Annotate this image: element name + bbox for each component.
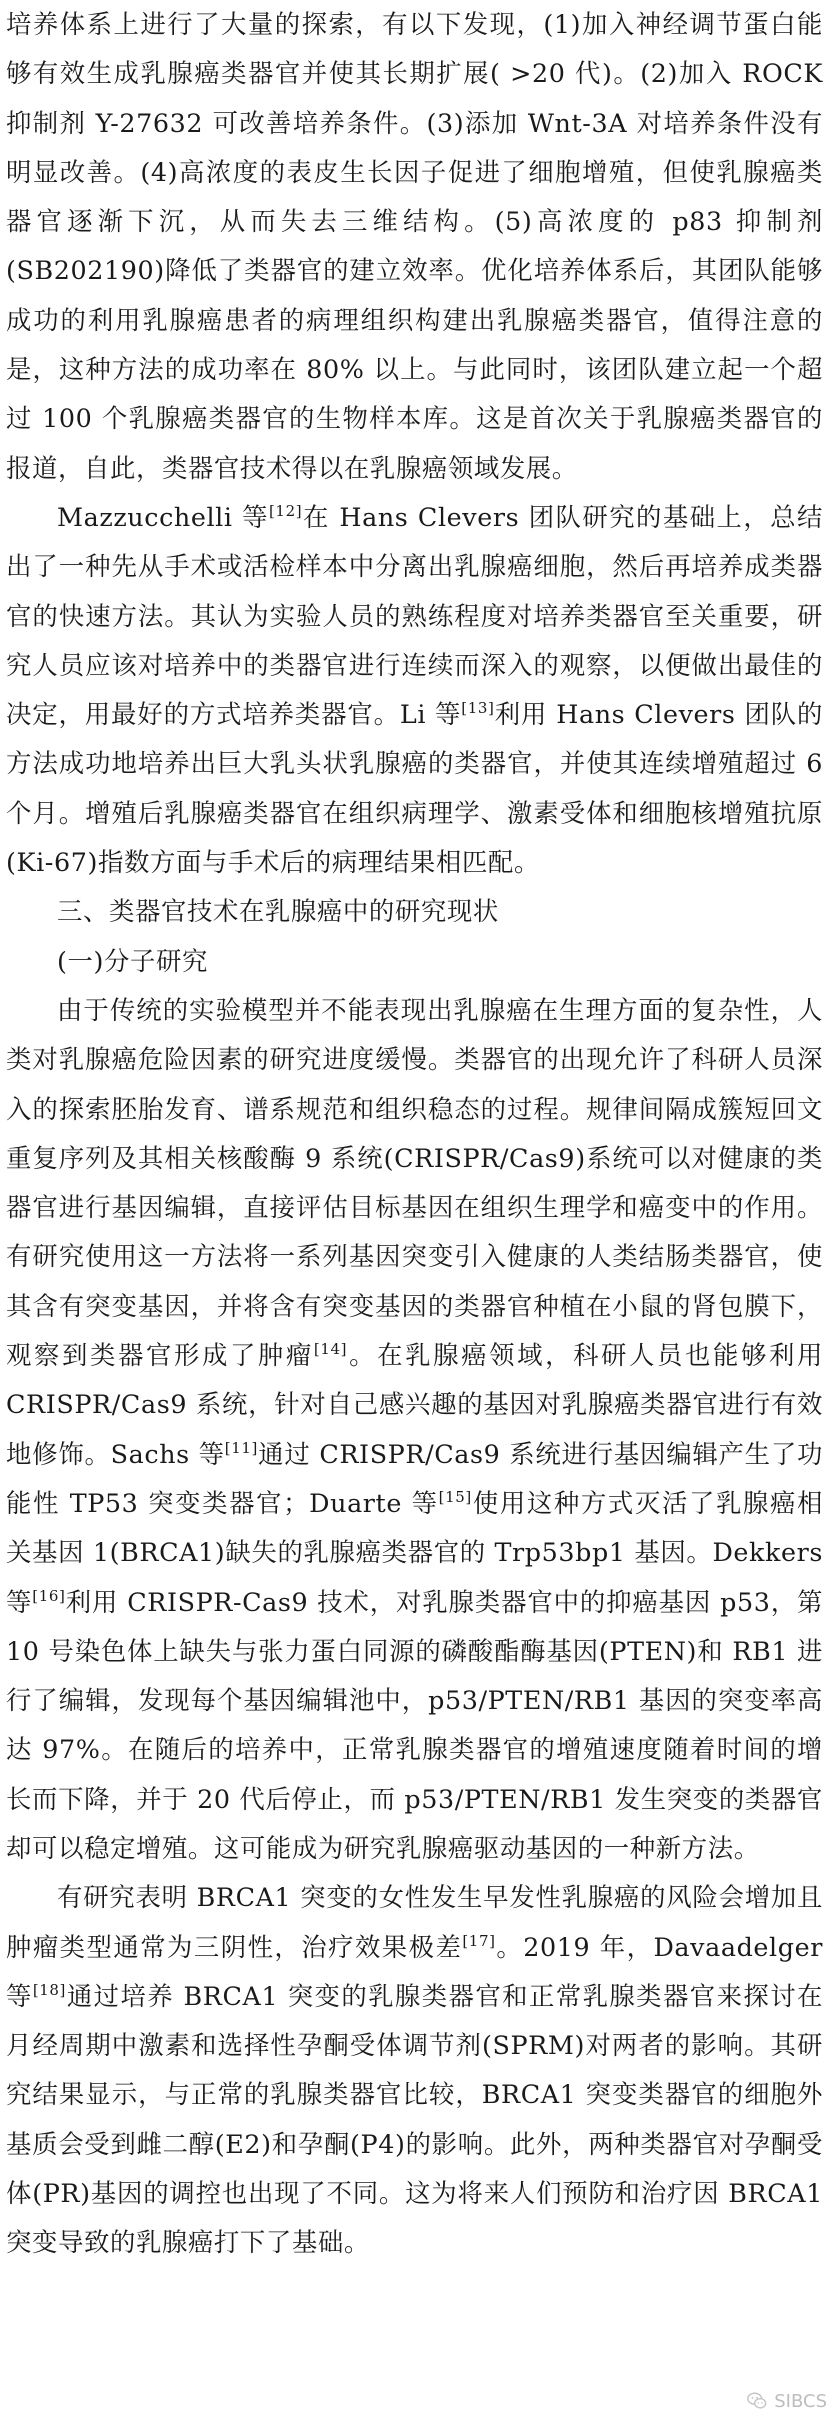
paragraph-text: 有研究表明 BRCA1 突变的女性发生早发性乳腺癌的风险会增加且肿瘤类型通常为三阴性，治疗效果极差 [6, 1882, 823, 1962]
paragraph-text: 利用 CRISPR-Cas9 技术，对乳腺类器官中的抑癌基因 p53，第 10 号染色体上缺失与张力蛋白同源的磷酸酯酶基因(PTEN)和 RB1 进行了编辑，发现每个基因编辑池中，p53/PTEN/RB1 基因的突变率高达 97%。在随后的培养中，正常乳腺类器官的增殖速度随着时间的增长而下降，并于 20 代后停止，而 p53/PTEN/RB1 发生突变的类器官却可以稳定增殖。这可能成为研究乳腺癌驱动基因的一种新方法。 [6, 1586, 823, 1863]
citation-ref: [14] [313, 1340, 348, 1359]
citation-ref: [18] [32, 1980, 67, 1999]
watermark-label: SIBCS [774, 2390, 827, 2412]
paragraph-text: 。2019 年，Davaadelger 等 [6, 1931, 823, 2011]
paragraph-text: 培养体系上进行了大量的探索，有以下发现，(1)加入神经调节蛋白能够有效生成乳腺癌类器官并使其长期扩展( >20 代)。(2)加入 ROCK 抑制剂 Y-27632 可改善培养条件。(3)添加 Wnt-3A 对培养条件没有明显改善。(4)高浓度的表皮生长因子促进了细胞增殖，但使乳腺癌类器官逐渐下沉，从而失去三维结构。(5)高浓度的 p83 抑制剂(SB202190)降低了类器官的建立效率。优化培养体系后，其团队能够成功的利用乳腺癌患者的病理组织构建出乳腺癌类器官，值得注意的是，这种方法的成功率在 80% 以上。与此同时，该团队建立起一个超过 100 个乳腺癌类器官的生物样本库。这是首次关于乳腺癌类器官的报道，自此，类器官技术得以在乳腺癌领域发展。 [6, 9, 823, 483]
paragraph-text: 使用这种方式灭活了乳腺癌相关基因 1(BRCA1)缺失的乳腺癌类器官的 Trp53bp1 基因。Dekkers 等 [6, 1487, 823, 1617]
section-heading: 三、类器官技术在乳腺癌中的研究现状 [57, 896, 499, 927]
paragraph-text: 通过 CRISPR/Cas9 系统进行基因编辑产生了功能性 TP53 突变类器官；Duarte 等 [6, 1438, 823, 1518]
article-body-part-1 [6, 0, 823, 887]
paragraph [6, 493, 823, 887]
paragraph-text: 由于传统的实验模型并不能表现出乳腺癌在生理方面的复杂性，人类对乳腺癌危险因素的研究进度缓慢。类器官的出现允许了科研人员深入的探索胚胎发育、谱系规范和组织稳态的过程。规律间隔成簇短回文重复序列及其相关核酸酶 9 系统(CRISPR/Cas9)系统可以对健康的类器官进行基因编辑，直接评估目标基因在组织生理学和癌变中的作用。有研究使用这一方法将一系列基因突变引入健康的人类结肠类器官，使其含有突变基因，并将含有突变基因的类器官种植在小鼠的肾包膜下，观察到类器官形成了肿瘤 [6, 994, 823, 1371]
watermark [746, 2390, 827, 2412]
paragraph-text: 在 Hans Clevers 团队研究的基础上，总结出了一种先从手术或活检样本中分离出乳腺癌细胞，然后再培养成类器官的快速方法。其认为实验人员的熟练程度对培养类器官至关重要，研究人员应该对培养中的类器官进行连续而深入的观察，以便做出最佳的决定，用最好的方式培养类器官。Li 等 [6, 501, 823, 730]
paragraph [6, 1873, 823, 2267]
paragraph [6, 0, 823, 493]
subsection-heading: (一)分子研究 [57, 945, 208, 976]
wechat-icon [746, 2390, 768, 2412]
article-body-part-2 [6, 986, 823, 2268]
paragraph-text: Mazzucchelli 等 [57, 501, 269, 532]
paragraph-text: 通过培养 BRCA1 突变的乳腺类器官和正常乳腺类器官来探讨在月经周期中激素和选择性孕酮受体调节剂(SPRM)对两者的影响。其研究结果显示，与正常的乳腺类器官比较，BRCA1 突变类器官的细胞外基质会受到雌二醇(E2)和孕酮(P4)的影响。此外，两种类器官对孕酮受体(PR)基因的调控也出现了不同。这为将来人们预防和治疗因 BRCA1 突变导致的乳腺癌打下了基础。 [6, 1980, 823, 2258]
paragraph-text: 。在乳腺癌领域，科研人员也能够利用 CRISPR/Cas9 系统，针对自己感兴趣的基因对乳腺癌类器官进行有效地修饰。Sachs 等 [6, 1340, 823, 1469]
citation-ref: [15] [438, 1487, 472, 1506]
citation-ref: [11] [224, 1438, 258, 1457]
paragraph [6, 986, 823, 1873]
paragraph-text: 利用 Hans Clevers 团队的方法成功地培养出巨大乳头状乳腺癌的类器官，并使其连续增殖超过 6 个月。增殖后乳腺癌类器官在组织病理学、激素受体和细胞核增殖抗原(Ki-67)指数方面与手术后的病理结果相匹配。 [6, 699, 824, 878]
citation-ref: [13] [461, 699, 495, 718]
citation-ref: [12] [268, 501, 303, 520]
citation-ref: [17] [462, 1931, 496, 1950]
citation-ref: [16] [32, 1586, 66, 1605]
